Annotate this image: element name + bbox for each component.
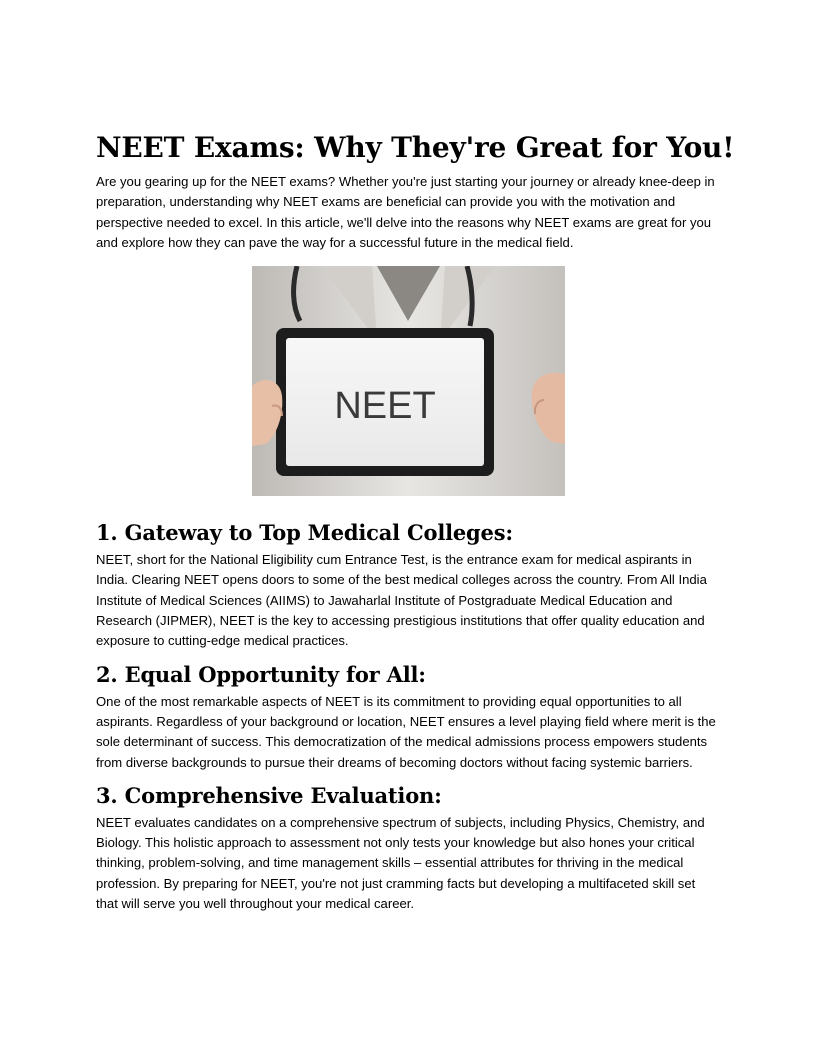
doctor-holding-tablet-icon bbox=[252, 266, 565, 496]
article-title: NEET Exams: Why They're Great for You! bbox=[96, 131, 735, 164]
section-body: NEET evaluates candidates on a comprehensive spectrum of subjects, including Physics, Chemistry, and Biology. This holistic approach to assessment not only tests your knowledge but also hones your critical thinking, problem-solving, and time management skills – essential attributes for thriving in the medical profession. By preparing for NEET, you're not just cramming facts but developing a multifaceted skill set that will serve you well throughout your medical career. bbox=[96, 814, 705, 912]
section-heading: 1. Gateway to Top Medical Colleges: bbox=[96, 520, 513, 546]
section-body: NEET, short for the National Eligibility cum Entrance Test, is the entrance exam for medical aspirants in India. Clearing NEET opens doors to some of the best medical colleges across the country. From All India Institute of Medical Sciences (AIIMS) to Jawaharlal Institute of Postgraduate Medical Education and Research (JIPMER), NEET is the key to accessing prestigious institutions that offer quality education and exposure to cutting-edge medical practices. bbox=[96, 552, 707, 649]
section-3 bbox=[96, 781, 720, 914]
section-body: One of the most remarkable aspects of NEET is its commitment to providing equal opportunities to all aspirants. Regardless of your background or location, NEET ensures a level playing field where merit is the sole determinant of success. This democratization of the medical admissions process empowers students from diverse backgrounds to pursue their dreams of becoming doctors without facing systemic barriers. bbox=[96, 693, 716, 770]
document-page bbox=[96, 128, 735, 914]
intro-paragraph: Are you gearing up for the NEET exams? Whether you're just starting your journey or already knee-deep in preparation, understanding why NEET exams are beneficial can provide you with the motivation and perspective needed to excel. In this article, we'll delve into the reasons why NEET exams are great for you and explore how they can pave the way for a successful future in the medical field. bbox=[96, 174, 715, 250]
section-1 bbox=[96, 518, 720, 651]
section-heading: 3. Comprehensive Evaluation: bbox=[96, 782, 442, 808]
figure-container bbox=[96, 266, 720, 496]
tablet-text: NEET bbox=[333, 385, 436, 428]
section-heading: 2. Equal Opportunity for All: bbox=[96, 661, 426, 687]
neet-tablet-image bbox=[252, 266, 565, 496]
section-2 bbox=[96, 660, 720, 773]
